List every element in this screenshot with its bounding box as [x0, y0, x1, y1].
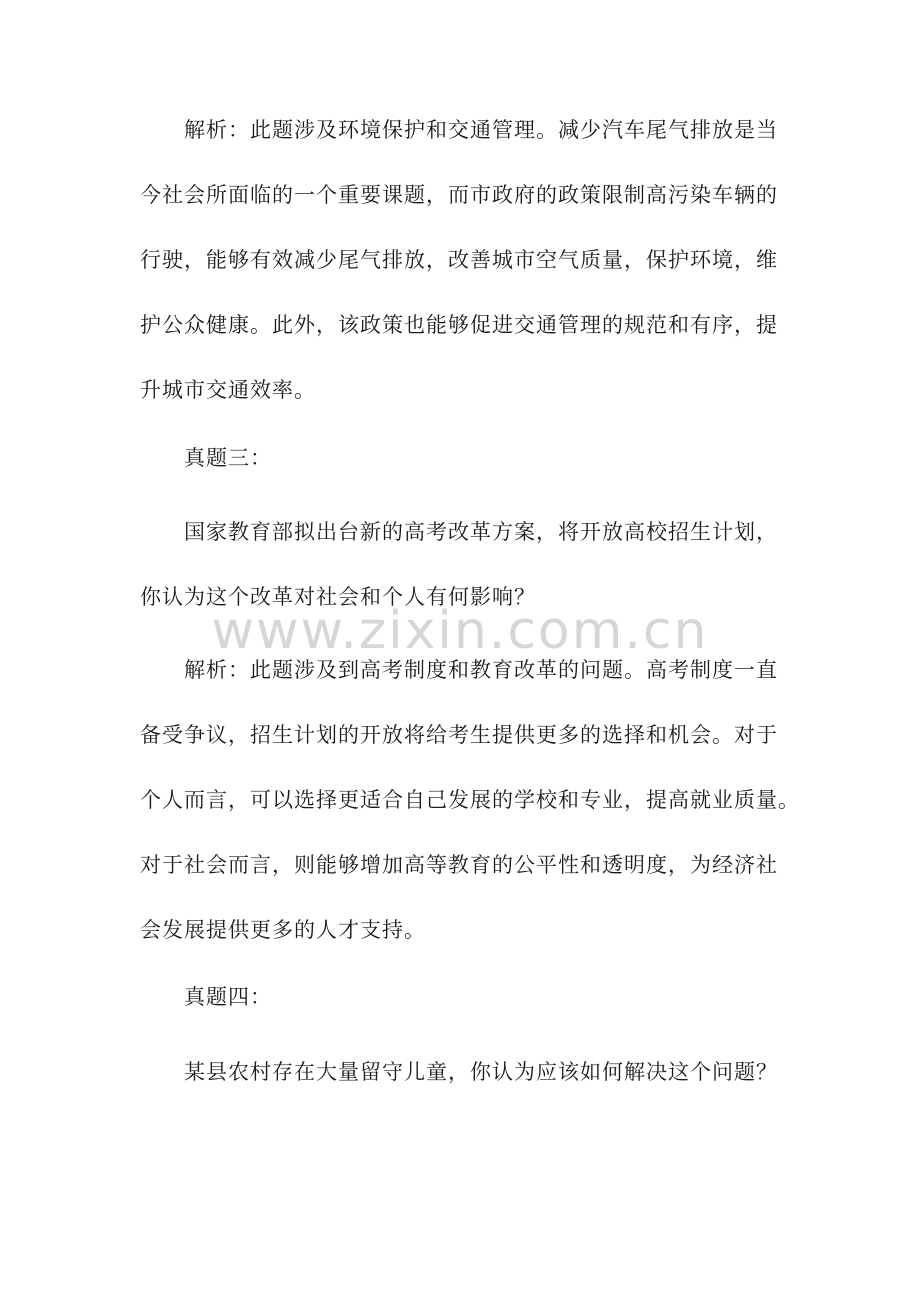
- watermark: www.zixin.com.cn: [211, 601, 709, 661]
- question-paragraph-4: [140, 1040, 800, 1105]
- text-line: 对于社会而言，则能够增加高等教育的公平性和透明度，为经济社: [140, 853, 778, 877]
- text-line: 个人而言，可以选择更适合自己发展的学校和专业，提高就业质量。: [140, 788, 800, 812]
- text-line: 国家教育部拟出台新的高考改革方案，将开放高校招生计划，: [184, 520, 778, 544]
- text-line: 某县农村存在大量留守儿童，你认为应该如何解决这个问题？: [184, 1060, 778, 1084]
- text-line: 你认为这个改革对社会和个人有何影响？: [140, 585, 536, 609]
- text-line: 备受争议，招生计划的开放将给考生提供更多的选择和机会。对于: [140, 723, 778, 747]
- text-line: 护公众健康。此外，该政策也能够促进交通管理的规范和有序，提: [140, 313, 778, 337]
- question-paragraph-3: [140, 500, 800, 630]
- heading-line: 真题三：: [184, 446, 272, 470]
- analysis-paragraph-2: [140, 638, 800, 963]
- question-heading-3: [140, 426, 800, 491]
- analysis-paragraph-1: [140, 98, 800, 423]
- text-line: 会发展提供更多的人才支持。: [140, 918, 426, 942]
- text-line: 今社会所面临的一个重要课题，而市政府的政策限制高污染车辆的: [140, 183, 778, 207]
- question-heading-4: [140, 965, 800, 1030]
- text-line: 解析：此题涉及环境保护和交通管理。减少汽车尾气排放是当: [184, 118, 778, 142]
- text-line: 行驶，能够有效减少尾气排放，改善城市空气质量，保护环境，维: [140, 248, 778, 272]
- heading-line: 真题四：: [184, 985, 272, 1009]
- text-line: 解析：此题涉及到高考制度和教育改革的问题。高考制度一直: [184, 658, 778, 682]
- text-line: 升城市交通效率。: [140, 378, 316, 402]
